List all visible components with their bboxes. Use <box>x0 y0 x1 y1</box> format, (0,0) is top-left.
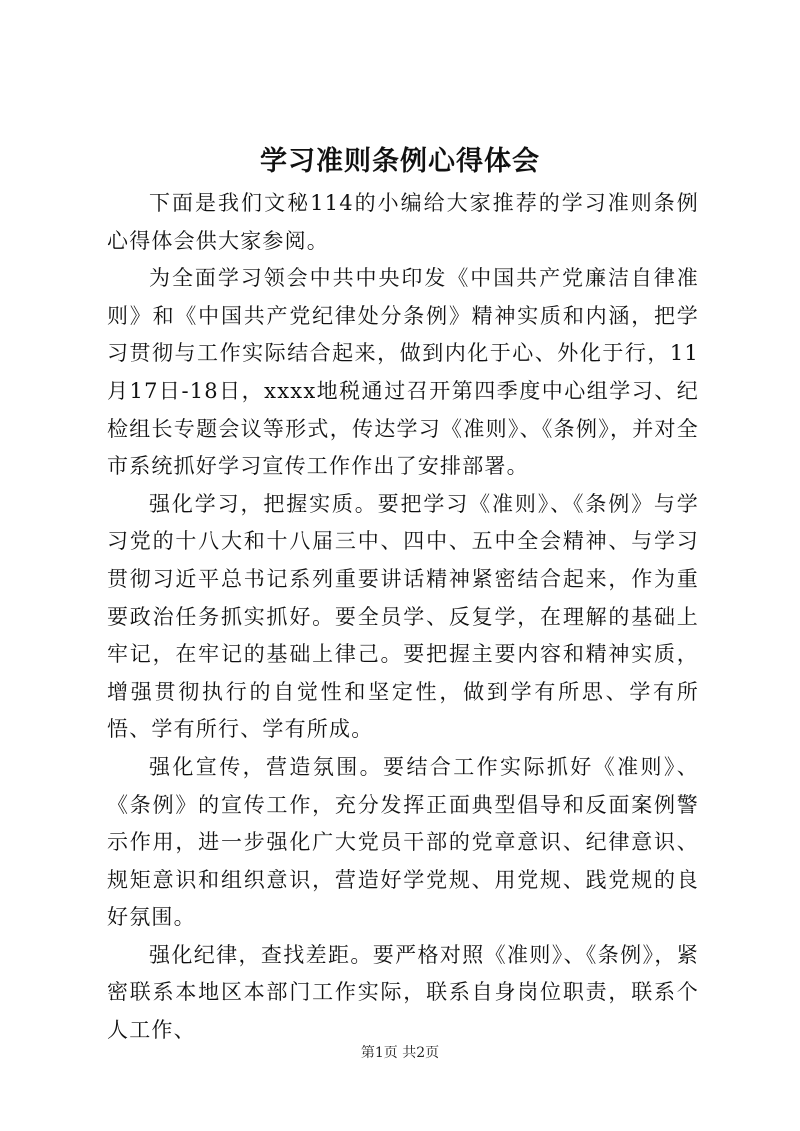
paragraph-discipline: 强化纪律，查找差距。要严格对照《准则》、《条例》，紧密联系本地区本部门工作实际，联系自身岗位职责，联系个人工作、 <box>107 942 699 1043</box>
paragraph-study: 强化学习，把握实质。要把学习《准则》、《条例》与学习党的十八大和十八届三中、四中、五中全会精神、与学习贯彻习近平总书记系列重要讲话精神紧密结合起来，作为重要政治任务抓实抓好。要全员学、反复学，在理解的基础上牢记，在牢记的基础上律己。要把握主要内容和精神实质，增强贯彻执行的自觉性和坚定性，做到学有所思、学有所悟、学有所行、学有所成。 <box>107 491 699 742</box>
paragraph-background: 为全面学习领会中共中央印发《中国共产党廉洁自律准则》和《中国共产党纪律处分条例》精神实质和内涵，把学习贯彻与工作实际结合起来，做到内化于心、外化于行，11月17日-18日，xxxx地税通过召开第四季度中心组学习、纪检组长专题会议等形式，传达学习《准则》、《条例》，并对全市系统抓好学习宣传工作作出了安排部署。 <box>107 266 699 479</box>
paragraph-publicity: 强化宣传，营造氛围。要结合工作实际抓好《准则》、《条例》的宣传工作，充分发挥正面典型倡导和反面案例警示作用，进一步强化广大党员干部的党章意识、纪律意识、规矩意识和组织意识，营造好学党规、用党规、践党规的良好氛围。 <box>107 754 699 930</box>
page-footer: 第1页 共2页 <box>360 1045 440 1061</box>
paragraph-intro: 下面是我们文秘114的小编给大家推荐的学习准则条例心得体会供大家参阅。 <box>107 191 699 253</box>
document-body <box>107 185 699 1050</box>
document-title: 学习准则条例心得体会 <box>260 146 540 177</box>
